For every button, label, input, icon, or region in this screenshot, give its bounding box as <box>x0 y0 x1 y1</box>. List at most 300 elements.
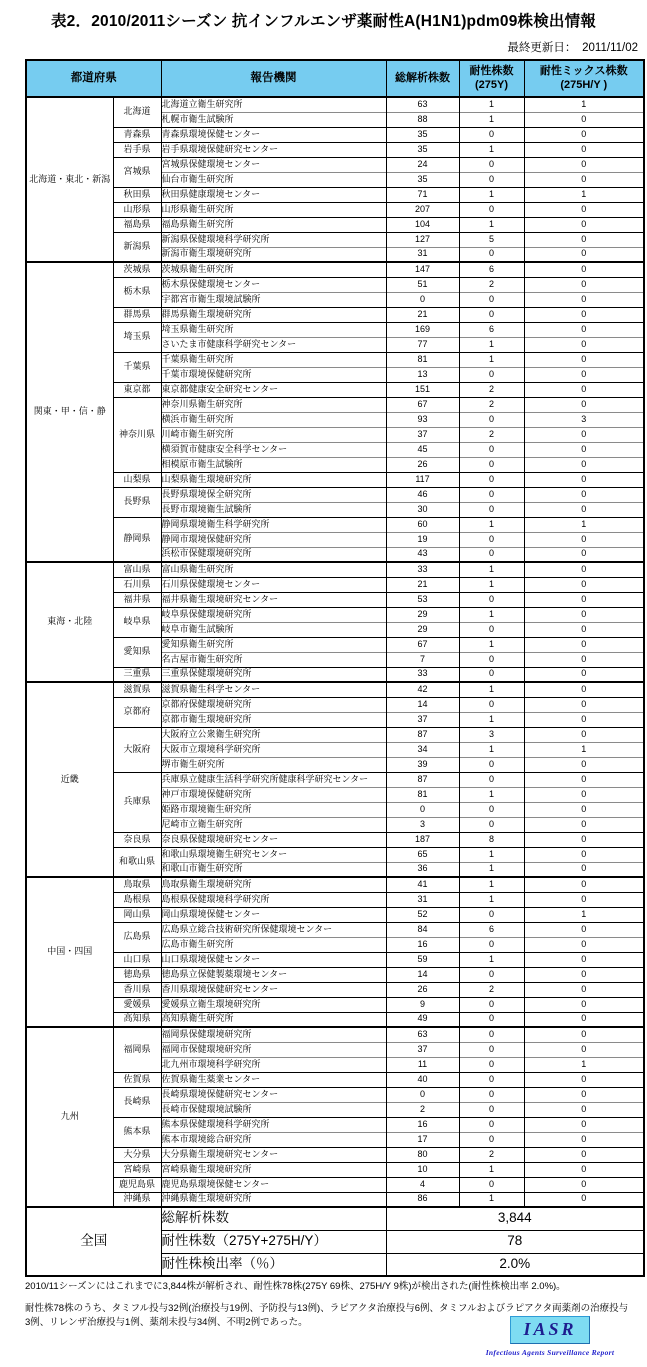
institution-cell: 茨城県衛生研究所 <box>161 262 386 277</box>
resistant-275y-cell: 0 <box>459 457 524 472</box>
table-row <box>26 772 644 787</box>
resistant-mix-cell: 0 <box>524 847 644 862</box>
prefecture-cell: 東京都 <box>113 382 161 397</box>
resistant-275y-cell: 1 <box>459 337 524 352</box>
resistant-mix-cell: 0 <box>524 1072 644 1087</box>
total-strains-cell: 0 <box>386 292 459 307</box>
institution-cell: 長野市環境衛生試験所 <box>161 502 386 517</box>
table-row <box>26 1177 644 1192</box>
institution-cell: 広島市衛生研究所 <box>161 937 386 952</box>
table-row <box>26 217 644 232</box>
resistant-275y-cell: 0 <box>459 442 524 457</box>
summary-total-value: 3,844 <box>386 1207 644 1230</box>
resistant-275y-cell: 0 <box>459 937 524 952</box>
resistant-mix-cell: 0 <box>524 862 644 877</box>
table-row <box>26 922 644 937</box>
summary-resistant-label: 耐性株数（275Y+275H/Y） <box>161 1230 386 1253</box>
summary-resistant-value: 78 <box>386 1230 644 1253</box>
table-row <box>26 142 644 157</box>
prefecture-cell: 和歌山県 <box>113 847 161 877</box>
total-strains-cell: 0 <box>386 1087 459 1102</box>
total-strains-cell: 10 <box>386 1162 459 1177</box>
total-strains-cell: 88 <box>386 112 459 127</box>
resistant-275y-cell: 1 <box>459 877 524 892</box>
table-row <box>26 1027 644 1042</box>
table-row <box>26 322 644 337</box>
resistant-275y-cell: 0 <box>459 757 524 772</box>
resistant-275y-cell: 0 <box>459 967 524 982</box>
table-row <box>26 877 644 892</box>
table-row <box>26 967 644 982</box>
resistant-275y-cell: 2 <box>459 382 524 397</box>
prefecture-cell: 滋賀県 <box>113 682 161 697</box>
prefecture-cell: 岐阜県 <box>113 607 161 637</box>
institution-cell: 宮城県保健環境センター <box>161 157 386 172</box>
resistant-275y-cell: 1 <box>459 1192 524 1207</box>
prefecture-cell: 福井県 <box>113 592 161 607</box>
total-strains-cell: 187 <box>386 832 459 847</box>
resistant-275y-cell: 0 <box>459 667 524 682</box>
table-row <box>26 397 644 412</box>
total-strains-cell: 33 <box>386 667 459 682</box>
institution-cell: 姫路市環境衛生研究所 <box>161 802 386 817</box>
prefecture-cell: 大分県 <box>113 1147 161 1162</box>
total-strains-cell: 26 <box>386 982 459 997</box>
resistant-mix-cell: 0 <box>524 382 644 397</box>
resistant-mix-cell: 1 <box>524 517 644 532</box>
prefecture-cell: 島根県 <box>113 892 161 907</box>
prefecture-cell: 佐賀県 <box>113 1072 161 1087</box>
prefecture-cell: 沖縄県 <box>113 1192 161 1207</box>
prefecture-cell: 宮城県 <box>113 157 161 187</box>
table-row <box>26 727 644 742</box>
institution-cell: 鹿児島県環境保健センター <box>161 1177 386 1192</box>
resistant-275y-cell: 0 <box>459 127 524 142</box>
resistant-275y-cell: 0 <box>459 1042 524 1057</box>
table-row <box>26 577 644 592</box>
resistant-mix-cell: 0 <box>524 952 644 967</box>
total-strains-cell: 3 <box>386 817 459 832</box>
institution-cell: 長崎市保健環境試験所 <box>161 1102 386 1117</box>
resistant-mix-cell: 0 <box>524 802 644 817</box>
total-strains-cell: 0 <box>386 802 459 817</box>
institution-cell: さいたま市健康科学研究センター <box>161 337 386 352</box>
resistant-275y-cell: 6 <box>459 262 524 277</box>
resistant-mix-cell: 0 <box>524 712 644 727</box>
table-row <box>26 892 644 907</box>
resistant-mix-cell: 0 <box>524 577 644 592</box>
total-strains-cell: 4 <box>386 1177 459 1192</box>
resistant-mix-cell: 0 <box>524 247 644 262</box>
resistant-275y-cell: 1 <box>459 97 524 112</box>
table-row <box>26 1087 644 1102</box>
table-row <box>26 667 644 682</box>
total-strains-cell: 29 <box>386 622 459 637</box>
institution-cell: 宇都宮市衛生環境試験所 <box>161 292 386 307</box>
region-cell: 近畿 <box>26 682 113 877</box>
total-strains-cell: 37 <box>386 427 459 442</box>
resistant-275y-cell: 6 <box>459 322 524 337</box>
resistant-275y-cell: 0 <box>459 622 524 637</box>
resistant-mix-cell: 0 <box>524 457 644 472</box>
resistant-275y-cell: 3 <box>459 727 524 742</box>
prefecture-cell: 栃木県 <box>113 277 161 307</box>
total-strains-cell: 30 <box>386 502 459 517</box>
institution-cell: 三重県保健環境研究所 <box>161 667 386 682</box>
summary-total-label: 総解析株数 <box>161 1207 386 1230</box>
resistant-275y-cell: 0 <box>459 202 524 217</box>
resistant-mix-cell: 0 <box>524 487 644 502</box>
institution-cell: 香川県環境保健研究センター <box>161 982 386 997</box>
prefecture-cell: 福岡県 <box>113 1027 161 1072</box>
prefecture-cell: 岡山県 <box>113 907 161 922</box>
institution-cell: 岩手県環境保健研究センター <box>161 142 386 157</box>
resistant-275y-cell: 0 <box>459 1012 524 1027</box>
resistant-mix-cell: 1 <box>524 187 644 202</box>
table-row <box>26 637 644 652</box>
institution-cell: 川崎市衛生研究所 <box>161 427 386 442</box>
resistant-mix-cell: 0 <box>524 682 644 697</box>
resistant-275y-cell: 1 <box>459 637 524 652</box>
prefecture-cell: 山形県 <box>113 202 161 217</box>
institution-cell: 愛媛県立衛生環境研究所 <box>161 997 386 1012</box>
institution-cell: 熊本市環境総合研究所 <box>161 1132 386 1147</box>
total-strains-cell: 117 <box>386 472 459 487</box>
resistant-mix-cell: 0 <box>524 727 644 742</box>
resistant-275y-cell: 1 <box>459 217 524 232</box>
resistant-275y-cell: 2 <box>459 397 524 412</box>
table-row <box>26 682 644 697</box>
institution-cell: 埼玉県衛生研究所 <box>161 322 386 337</box>
institution-cell: 東京都健康安全研究センター <box>161 382 386 397</box>
resistant-mix-cell: 0 <box>524 982 644 997</box>
total-strains-cell: 2 <box>386 1102 459 1117</box>
resistant-275y-cell: 0 <box>459 907 524 922</box>
institution-cell: 熊本県保健環境科学研究所 <box>161 1117 386 1132</box>
institution-cell: 新潟市衛生環境研究所 <box>161 247 386 262</box>
iasr-logo-subtitle: Infectious Agents Surveillance Report <box>485 1348 615 1357</box>
institution-cell: 神奈川県衛生研究所 <box>161 397 386 412</box>
header-resistant-strains <box>459 60 524 97</box>
resistant-275y-cell: 1 <box>459 577 524 592</box>
table-row <box>26 697 644 712</box>
resistant-275y-cell: 0 <box>459 532 524 547</box>
total-strains-cell: 67 <box>386 637 459 652</box>
resistant-mix-cell: 0 <box>524 562 644 577</box>
institution-cell: 新潟県保健環境科学研究所 <box>161 232 386 247</box>
table-row <box>26 127 644 142</box>
institution-cell: 大阪市立環境科学研究所 <box>161 742 386 757</box>
total-strains-cell: 16 <box>386 937 459 952</box>
resistant-mix-cell: 0 <box>524 337 644 352</box>
resistant-275y-cell: 0 <box>459 652 524 667</box>
institution-cell: 長崎県環境保健研究センター <box>161 1087 386 1102</box>
iasr-logo-text: IASR <box>523 1319 577 1339</box>
resistant-mix-cell: 0 <box>524 592 644 607</box>
prefecture-cell: 長崎県 <box>113 1087 161 1117</box>
table-row <box>26 1117 644 1132</box>
resistant-mix-cell: 0 <box>524 217 644 232</box>
resistant-275y-cell: 0 <box>459 472 524 487</box>
resistant-275y-cell: 0 <box>459 172 524 187</box>
total-strains-cell: 43 <box>386 547 459 562</box>
resistant-mix-cell: 0 <box>524 157 644 172</box>
total-strains-cell: 147 <box>386 262 459 277</box>
institution-cell: 兵庫県立健康生活科学研究所健康科学研究センター <box>161 772 386 787</box>
summary-rate-value: 2.0% <box>386 1253 644 1276</box>
total-strains-cell: 65 <box>386 847 459 862</box>
total-strains-cell: 51 <box>386 277 459 292</box>
resistant-275y-cell: 0 <box>459 802 524 817</box>
table-row <box>26 907 644 922</box>
resistant-275y-cell: 1 <box>459 352 524 367</box>
resistant-mix-cell: 0 <box>524 1042 644 1057</box>
resistant-275y-cell: 0 <box>459 307 524 322</box>
resistant-275y-cell: 0 <box>459 547 524 562</box>
total-strains-cell: 81 <box>386 352 459 367</box>
resistant-mix-cell: 0 <box>524 1087 644 1102</box>
table-row <box>26 202 644 217</box>
resistant-275y-cell: 6 <box>459 922 524 937</box>
prefecture-cell: 岩手県 <box>113 142 161 157</box>
table-row <box>26 487 644 502</box>
resistant-275y-cell: 5 <box>459 232 524 247</box>
table-row <box>26 187 644 202</box>
total-strains-cell: 21 <box>386 307 459 322</box>
resistant-275y-cell: 1 <box>459 742 524 757</box>
total-strains-cell: 77 <box>386 337 459 352</box>
institution-cell: 福島県衛生研究所 <box>161 217 386 232</box>
total-strains-cell: 207 <box>386 202 459 217</box>
institution-cell: 千葉県衛生研究所 <box>161 352 386 367</box>
table-row <box>26 847 644 862</box>
header-mix-line2: (275H/Y ) <box>560 78 608 91</box>
institution-cell: 岡山県環境保健センター <box>161 907 386 922</box>
resistant-mix-cell: 0 <box>524 967 644 982</box>
resistant-mix-cell: 0 <box>524 472 644 487</box>
resistant-275y-cell: 0 <box>459 157 524 172</box>
institution-cell: 奈良県保健環境研究センター <box>161 832 386 847</box>
prefecture-cell: 広島県 <box>113 922 161 952</box>
institution-cell: 鳥取県衛生環境研究所 <box>161 877 386 892</box>
total-strains-cell: 63 <box>386 1027 459 1042</box>
footnote-analysis-summary: 2010/11シーズンにはこれまでに3,844株が解析され、耐性株78株(275Y 69株、275H/Y 9株)が検出された(耐性株検出率 2.0%)。 <box>25 1281 566 1292</box>
institution-cell: 京都市衛生環境研究所 <box>161 712 386 727</box>
header-prefecture: 都道府県 <box>26 60 161 97</box>
resistant-275y-cell: 1 <box>459 712 524 727</box>
institution-cell: 佐賀県衛生薬業センター <box>161 1072 386 1087</box>
institution-cell: 和歌山県環境衛生研究センター <box>161 847 386 862</box>
total-strains-cell: 81 <box>386 787 459 802</box>
resistant-mix-cell: 0 <box>524 787 644 802</box>
total-strains-cell: 49 <box>386 1012 459 1027</box>
institution-cell: 愛知県衛生研究所 <box>161 637 386 652</box>
prefecture-cell: 福島県 <box>113 217 161 232</box>
header-institution: 報告機関 <box>161 60 386 97</box>
resistant-mix-cell: 0 <box>524 877 644 892</box>
table-row <box>26 262 644 277</box>
table-row <box>26 607 644 622</box>
total-strains-cell: 67 <box>386 397 459 412</box>
prefecture-cell: 青森県 <box>113 127 161 142</box>
resistant-275y-cell: 0 <box>459 592 524 607</box>
prefecture-cell: 大阪府 <box>113 727 161 772</box>
institution-cell: 堺市衛生研究所 <box>161 757 386 772</box>
table-row <box>26 982 644 997</box>
institution-cell: 長野県環境保全研究所 <box>161 487 386 502</box>
resistant-mix-cell: 0 <box>524 832 644 847</box>
prefecture-cell: 宮崎県 <box>113 1162 161 1177</box>
resistant-mix-cell: 0 <box>524 1132 644 1147</box>
institution-cell: 神戸市環境保健研究所 <box>161 787 386 802</box>
total-strains-cell: 80 <box>386 1147 459 1162</box>
resistant-mix-cell: 1 <box>524 907 644 922</box>
resistant-mix-cell: 0 <box>524 1102 644 1117</box>
total-strains-cell: 11 <box>386 1057 459 1072</box>
resistant-mix-cell: 0 <box>524 772 644 787</box>
prefecture-cell: 神奈川県 <box>113 397 161 472</box>
resistant-275y-cell: 2 <box>459 1147 524 1162</box>
resistant-275y-cell: 1 <box>459 892 524 907</box>
resistant-mix-cell: 0 <box>524 442 644 457</box>
total-strains-cell: 26 <box>386 457 459 472</box>
institution-cell: 福井県衛生環境研究センター <box>161 592 386 607</box>
table-header-row <box>26 60 644 97</box>
table-row <box>26 832 644 847</box>
total-strains-cell: 93 <box>386 412 459 427</box>
prefecture-cell: 奈良県 <box>113 832 161 847</box>
resistant-mix-cell: 0 <box>524 202 644 217</box>
resistant-275y-cell: 0 <box>459 292 524 307</box>
resistant-mix-cell: 0 <box>524 322 644 337</box>
resistant-275y-cell: 1 <box>459 607 524 622</box>
total-strains-cell: 35 <box>386 142 459 157</box>
resistant-mix-cell: 0 <box>524 937 644 952</box>
total-strains-cell: 39 <box>386 757 459 772</box>
total-strains-cell: 19 <box>386 532 459 547</box>
institution-cell: 浜松市保健環境研究所 <box>161 547 386 562</box>
table-row <box>26 97 644 112</box>
institution-cell: 静岡県環境衛生科学研究所 <box>161 517 386 532</box>
prefecture-cell: 山口県 <box>113 952 161 967</box>
table-row <box>26 952 644 967</box>
resistant-mix-cell: 0 <box>524 637 644 652</box>
table-row <box>26 157 644 172</box>
institution-cell: 石川県保健環境センター <box>161 577 386 592</box>
resistant-mix-cell: 0 <box>524 892 644 907</box>
header-total-strains: 総解析株数 <box>386 60 459 97</box>
prefecture-cell: 茨城県 <box>113 262 161 277</box>
prefecture-cell: 鹿児島県 <box>113 1177 161 1192</box>
resistant-275y-cell: 1 <box>459 787 524 802</box>
resistant-mix-cell: 0 <box>524 307 644 322</box>
institution-cell: 山梨県衛生環境研究所 <box>161 472 386 487</box>
region-cell: 北海道・東北・新潟 <box>26 97 113 262</box>
prefecture-cell: 富山県 <box>113 562 161 577</box>
total-strains-cell: 60 <box>386 517 459 532</box>
resistant-275y-cell: 2 <box>459 982 524 997</box>
total-strains-cell: 86 <box>386 1192 459 1207</box>
table-row <box>26 1147 644 1162</box>
institution-cell: 山口県環境保健センター <box>161 952 386 967</box>
prefecture-cell: 石川県 <box>113 577 161 592</box>
total-strains-cell: 17 <box>386 1132 459 1147</box>
resistant-mix-cell: 0 <box>524 922 644 937</box>
total-strains-cell: 151 <box>386 382 459 397</box>
header-resistant-line1: 耐性株数 <box>469 64 514 77</box>
institution-cell: 栃木県保健環境センター <box>161 277 386 292</box>
institution-cell: 岐阜県保健環境研究所 <box>161 607 386 622</box>
institution-cell: 島根県保健環境科学研究所 <box>161 892 386 907</box>
table-row <box>26 1012 644 1027</box>
institution-cell: 仙台市衛生研究所 <box>161 172 386 187</box>
institution-cell: 尼崎市立衛生研究所 <box>161 817 386 832</box>
resistant-275y-cell: 1 <box>459 862 524 877</box>
total-strains-cell: 35 <box>386 127 459 142</box>
resistant-275y-cell: 0 <box>459 772 524 787</box>
institution-cell: 群馬県衛生環境研究所 <box>161 307 386 322</box>
page-title: 表2．2010/2011シーズン 抗インフルエンザ薬耐性A(H1N1)pdm09株検出情報 <box>50 13 597 30</box>
resistant-275y-cell: 0 <box>459 1132 524 1147</box>
institution-cell: 広島県立総合技術研究所保健環境センター <box>161 922 386 937</box>
institution-cell: 滋賀県衛生科学センター <box>161 682 386 697</box>
resistant-275y-cell: 0 <box>459 1027 524 1042</box>
resistant-275y-cell: 0 <box>459 1072 524 1087</box>
institution-cell: 徳島県立保健製薬環境センター <box>161 967 386 982</box>
header-resistant-mix-strains <box>524 60 644 97</box>
resistant-mix-cell: 0 <box>524 352 644 367</box>
resistance-table <box>25 59 645 1277</box>
resistant-275y-cell: 0 <box>459 817 524 832</box>
total-strains-cell: 35 <box>386 172 459 187</box>
resistant-mix-cell: 0 <box>524 1192 644 1207</box>
institution-cell: 名古屋市衛生研究所 <box>161 652 386 667</box>
total-strains-cell: 24 <box>386 157 459 172</box>
prefecture-cell: 高知県 <box>113 1012 161 1027</box>
institution-cell: 富山県衛生研究所 <box>161 562 386 577</box>
region-cell: 関東・甲・信・静 <box>26 262 113 562</box>
resistant-275y-cell: 2 <box>459 427 524 442</box>
prefecture-cell: 鳥取県 <box>113 877 161 892</box>
total-strains-cell: 169 <box>386 322 459 337</box>
resistant-275y-cell: 0 <box>459 412 524 427</box>
resistant-mix-cell: 1 <box>524 97 644 112</box>
resistant-275y-cell: 2 <box>459 277 524 292</box>
table-row <box>26 997 644 1012</box>
resistant-mix-cell: 0 <box>524 1177 644 1192</box>
resistant-mix-cell: 0 <box>524 547 644 562</box>
table-row <box>26 352 644 367</box>
resistant-275y-cell: 0 <box>459 1117 524 1132</box>
resistant-mix-cell: 0 <box>524 757 644 772</box>
resistant-275y-cell: 1 <box>459 112 524 127</box>
resistant-mix-cell: 0 <box>524 277 644 292</box>
prefecture-cell: 新潟県 <box>113 232 161 262</box>
resistant-275y-cell: 1 <box>459 682 524 697</box>
total-strains-cell: 71 <box>386 187 459 202</box>
prefecture-cell: 京都府 <box>113 697 161 727</box>
resistant-mix-cell: 0 <box>524 1147 644 1162</box>
prefecture-cell: 秋田県 <box>113 187 161 202</box>
institution-cell: 山形県衛生研究所 <box>161 202 386 217</box>
iasr-logo-box <box>510 1316 589 1344</box>
resistant-275y-cell: 1 <box>459 517 524 532</box>
resistant-275y-cell: 1 <box>459 562 524 577</box>
institution-cell: 大分県衛生環境研究センター <box>161 1147 386 1162</box>
resistant-275y-cell: 0 <box>459 997 524 1012</box>
total-strains-cell: 40 <box>386 1072 459 1087</box>
resistant-275y-cell: 0 <box>459 1057 524 1072</box>
